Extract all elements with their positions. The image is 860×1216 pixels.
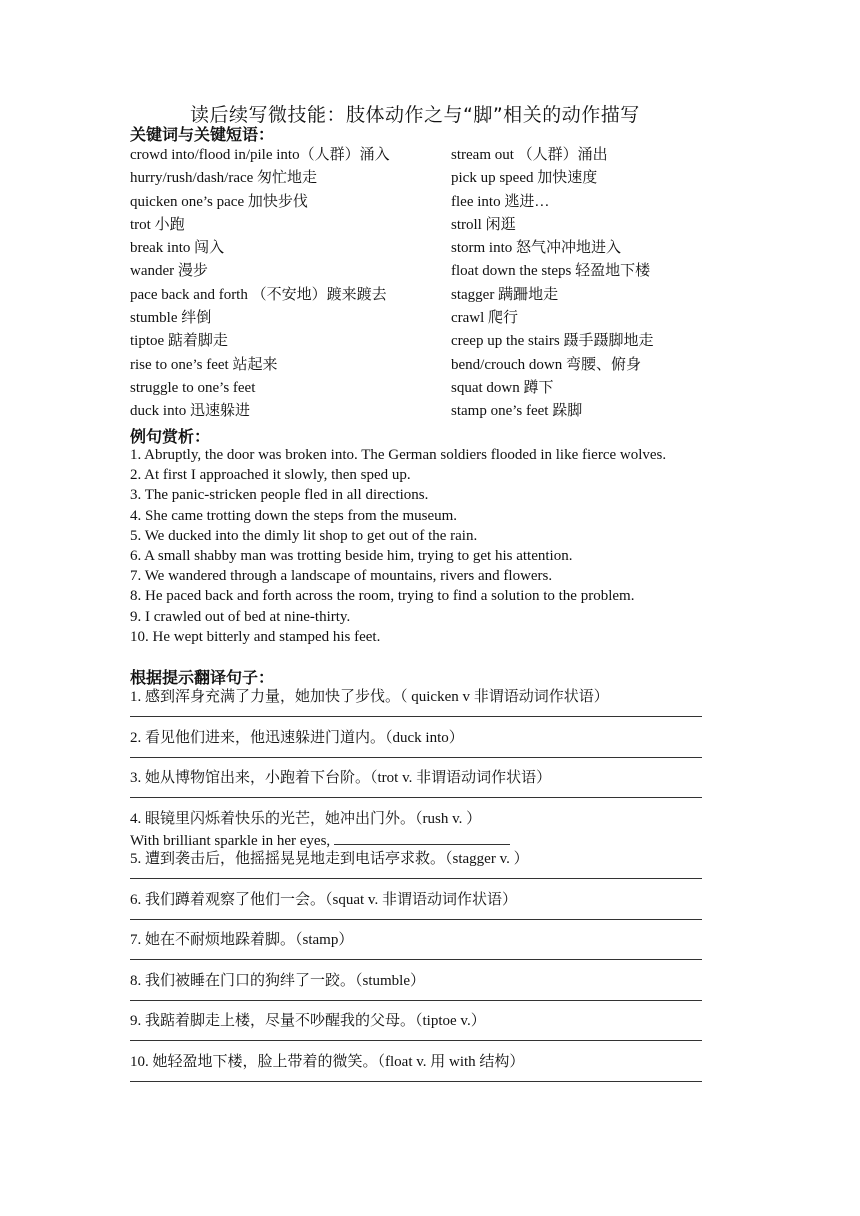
task-prompt: 2. 看见他们进来，他迅速躲进门道内。（duck into） [130,729,464,746]
vocab-row [130,307,730,330]
translation-tasks [130,686,720,1091]
vocab-item: stroll 闲逛 [451,216,516,233]
vocab-item: storm into 怒气冲冲地进入 [451,240,622,257]
vocab-item: duck into 迅速躲进 [130,403,250,420]
vocab-item: stumble 绊倒 [130,310,212,327]
task-prompt: 1. 感到浑身充满了力量，她加快了步伐。（ quicken v 非谓语动词作状语） [130,689,609,705]
task-item [130,808,720,849]
task-prompt: 10. 她轻盈地下楼，脸上带着的微笑。（float v. 用 with 结构） [130,1053,525,1070]
task-item [130,970,720,1011]
vocab-item: trot 小跑 [130,216,185,233]
vocab-item: rise to one’s feet 站起来 [130,356,278,373]
example-sentence: 5. We ducked into the dimly lit shop to get out of the rain. [130,527,478,544]
example-sentence: 9. I crawled out of bed at nine-thirty. [130,608,351,625]
example-sentence: 8. He paced back and forth across the room, trying to find a solution to the problem. [130,588,635,605]
task-prompt: 9. 我踮着脚走上楼，尽量不吵醒我的父母。（tiptoe v.） [130,1013,486,1029]
task-item [130,767,720,808]
answer-line[interactable] [130,716,702,717]
vocab-item: creep up the stairs 蹑手蹑脚地走 [451,333,654,350]
starter-text: With brilliant sparkle in her eyes, [130,832,334,849]
vocab-item: flee into 逃进… [451,193,550,210]
task-item [130,889,720,930]
vocab-item: quicken one’s pace 加快步伐 [130,193,308,210]
vocab-row [130,167,730,190]
task-starter [130,830,720,850]
task-item [130,1010,720,1051]
vocab-row [130,237,730,260]
task-prompt: 4. 眼镜里闪烁着快乐的光芒，她冲出门外。（rush v. ） [130,810,482,827]
vocab-heading: 关键词与关键短语： [130,125,275,144]
example-sentence: 10. He wept bitterly and stamped his feet. [130,628,381,645]
task-item [130,848,720,889]
answer-line[interactable] [130,1081,702,1082]
example-sentence: 1. Abruptly, the door was broken into. The German soldiers flooded in like fierce wolves. [130,447,667,463]
task-item [130,929,720,970]
examples-heading: 例句赏析： [130,427,211,446]
vocab-item: stamp one’s feet 跺脚 [451,403,583,420]
vocab-row [130,260,730,283]
vocab-item: bend/crouch down 弯腰、俯身 [451,356,641,373]
example-sentence: 4. She came trotting down the steps from the museum. [130,507,458,524]
task-item [130,1051,720,1092]
vocab-row [130,214,730,237]
answer-line[interactable] [130,878,702,879]
vocab-item: pick up speed 加快速度 [451,170,598,187]
vocab-item: squat down 蹲下 [451,379,554,396]
vocab-row [130,377,730,400]
answer-blank[interactable] [334,830,510,845]
vocab-item: tiptoe 踮着脚走 [130,333,228,350]
vocab-item: stream out （人群）涌出 [451,147,608,163]
answer-line[interactable] [130,919,702,920]
answer-line[interactable] [130,959,702,960]
vocab-item: pace back and forth （不安地）踱来踱去 [130,286,387,303]
vocab-item: crawl 爬行 [451,310,519,327]
task-prompt: 6. 我们蹲着观察了他们一会。（squat v. 非谓语动词作状语） [130,891,517,908]
example-sentence: 7. We wandered through a landscape of mountains, rivers and flowers. [130,568,553,585]
vocab-row [130,144,730,167]
task-prompt: 8. 我们被睡在门口的狗绊了一跤。（stumble） [130,972,425,989]
vocab-item: break into 闯入 [130,240,225,257]
vocab-row [130,354,730,377]
page-title: 读后续写微技能：肢体动作之与“脚”相关的动作描写 [190,104,640,126]
example-sentences [130,445,720,647]
task-item [130,727,720,768]
vocab-item: wander 漫步 [130,263,208,280]
example-sentence: 6. A small shabby man was trotting beside him, trying to get his attention. [130,548,573,565]
answer-line[interactable] [130,757,702,758]
vocab-list [130,144,730,424]
vocab-row [130,191,730,214]
vocab-row [130,400,730,423]
task-item [130,686,720,727]
answer-line[interactable] [130,797,702,798]
vocab-row [130,284,730,307]
answer-line[interactable] [130,1000,702,1001]
example-sentence: 3. The panic-stricken people fled in all directions. [130,487,429,504]
answer-line[interactable] [130,1040,702,1041]
vocab-item: stagger 蹒跚地走 [451,286,559,303]
example-sentence: 2. At first I approached it slowly, then sped up. [130,467,411,484]
task-prompt: 3. 她从博物馆出来，小跑着下台阶。（trot v. 非谓语动词作状语） [130,770,552,786]
tasks-heading: 根据提示翻译句子： [130,668,275,687]
task-prompt: 7. 她在不耐烦地跺着脚。（stamp） [130,932,354,948]
vocab-item: hurry/rush/dash/race 匆忙地走 [130,170,318,187]
task-prompt: 5. 遭到袭击后，他摇摇晃晃地走到电话亭求救。（stagger v. ） [130,851,529,867]
vocab-item: float down the steps 轻盈地下楼 [451,263,651,280]
vocab-item: crowd into/flood in/pile into（人群）涌入 [130,147,390,163]
vocab-item: struggle to one’s feet [130,379,256,396]
vocab-row [130,330,730,353]
